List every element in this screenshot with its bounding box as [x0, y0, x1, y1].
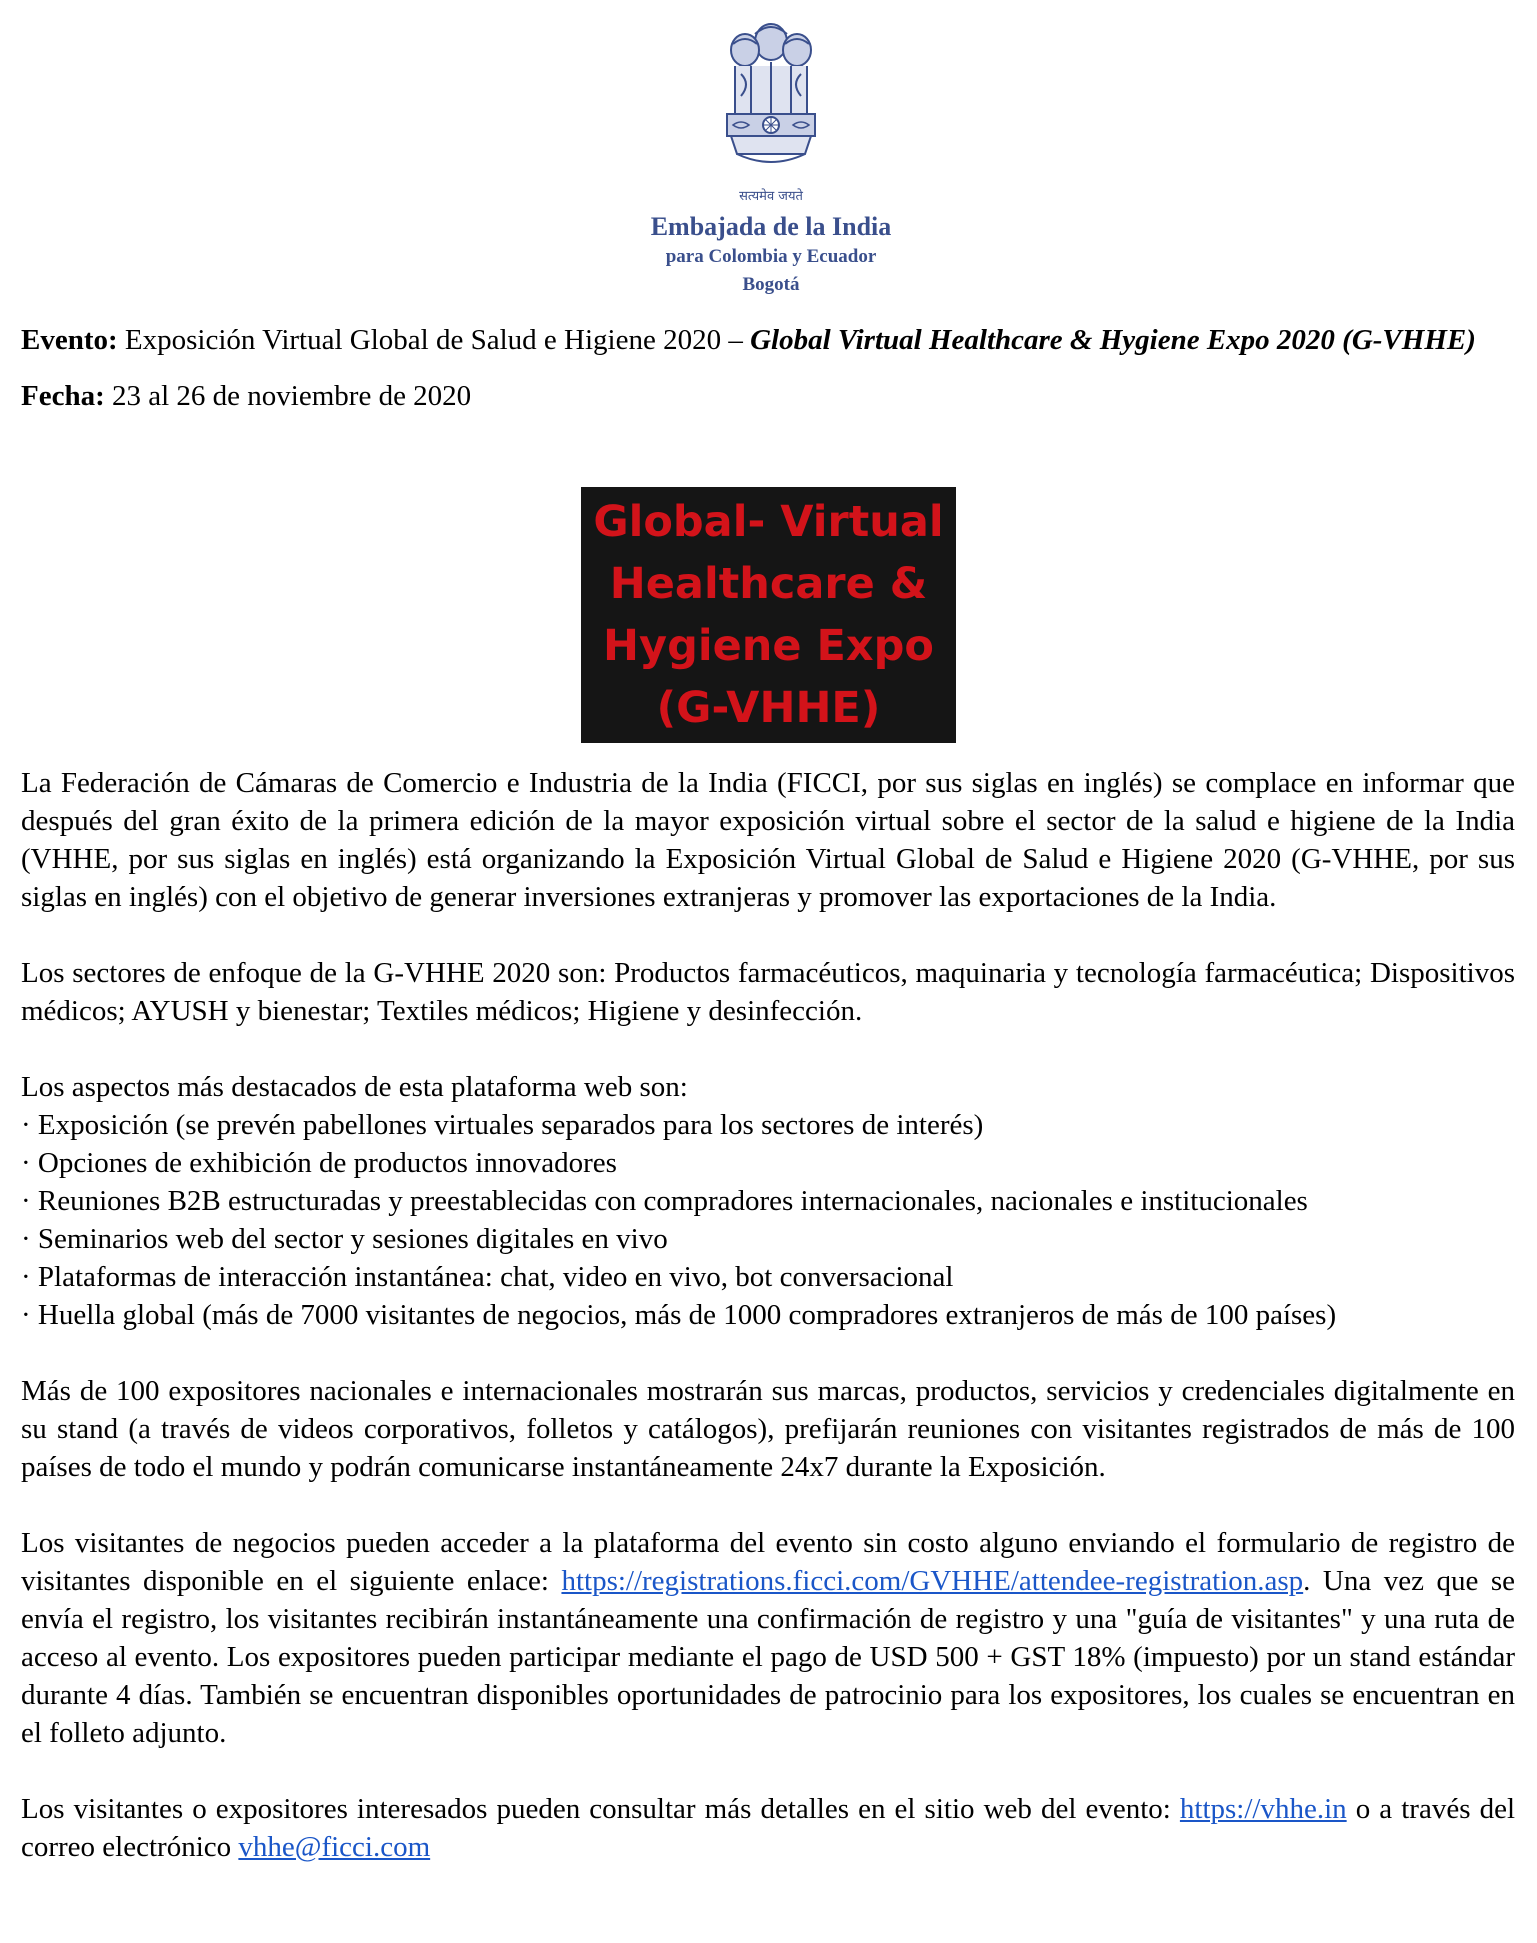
date-line: [21, 368, 1515, 424]
event-label: Evento:: [21, 324, 118, 356]
list-item: · Plataformas de interacción instantánea: chat, video en vivo, bot conversacional: [21, 1261, 954, 1293]
list-item: · Seminarios web del sector y sesiones digitales en vivo: [21, 1223, 668, 1255]
paragraph-intro: La Federación de Cámaras de Comercio e Industria de la India (FICCI, por sus siglas en inglés) se complace en informar que después del gran éxito de la primera edición de la mayor exposición virtual sobre el sector de la salud e higiene de la India (VHHE, por sus siglas en inglés) está organizando la Exposición Virtual Global de Salud e Higiene 2020 (G-VHHE, por sus siglas en inglés) con el objetivo de generar inversiones extranjeras y promover las exportaciones de la India.: [21, 767, 1515, 913]
highlights-list: [21, 1068, 1515, 1334]
email-link[interactable]: vhhe@ficci.com: [238, 1831, 431, 1863]
paragraph-sectors: Los sectores de enfoque de la G-VHHE 2020 son: Productos farmacéuticos, maquinaria y tecnología farmacéutica; Dispositivos médicos; AYUSH y bienestar; Textiles médicos; Higiene y desinfección.: [21, 957, 1515, 1027]
registration-text: Los visitantes de negocios pueden acceder a la plataforma del evento sin costo alguno enviando el formulario de registro de visitantes disponible en el siguiente enlace:: [21, 1527, 1515, 1597]
event-line: [21, 312, 1515, 368]
contact-text-mid: o a través del correo electrónico: [21, 1793, 1515, 1863]
motto-text: सत्यमेव जयते: [739, 189, 803, 204]
list-item: · Exposición (se prevén pabellones virtuales separados para los sectores de interés): [21, 1109, 984, 1141]
banner-line: Global- Virtual: [593, 497, 944, 547]
embassy-name: Embajada de la India: [650, 212, 892, 241]
paragraph-exhibitors: Más de 100 expositores nacionales e internacionales mostrarán sus marcas, productos, servicios y credenciales digitalmente en su stand (a través de videos corporativos, folletos y catálogos), prefijarán reuniones con visitantes registrados de más de 100 países de todo el mundo y podrán comunicarse instantáneamente 24x7 durante la Exposición.: [21, 1375, 1515, 1483]
list-intro: Los aspectos más destacados de esta plataforma web son:: [21, 1071, 688, 1103]
paragraph-registration: [21, 1524, 1515, 1752]
embassy-subtitle: para Colombia y Ecuador: [665, 246, 877, 267]
embassy-city: Bogotá: [742, 274, 800, 295]
banner-line: (G-VHHE): [656, 683, 881, 733]
website-link[interactable]: https://vhhe.in: [1179, 1793, 1347, 1825]
list-item: · Opciones de exhibición de productos innovadores: [21, 1147, 617, 1179]
event-name-es: Exposición Virtual Global de Salud e Higiene 2020 –: [124, 324, 743, 356]
embassy-header: [621, 14, 921, 294]
document-body: [21, 764, 1515, 1904]
list-item: · Reuniones B2B estructuradas y preestablecidas con compradores internacionales, nacionales e institucionales: [21, 1185, 1308, 1217]
banner-line: Hygiene Expo: [603, 621, 934, 671]
paragraph-contact: [21, 1790, 1515, 1866]
registration-link[interactable]: https://registrations.ficci.com/GVHHE/attendee-registration.asp: [561, 1565, 1304, 1597]
expo-banner: [581, 487, 956, 743]
banner-line: Healthcare &: [609, 559, 928, 609]
list-item: · Huella global (más de 7000 visitantes de negocios, más de 1000 compradores extranjeros de más de 100 países): [21, 1299, 1337, 1331]
contact-text: Los visitantes o expositores interesados pueden consultar más detalles en el sitio web del evento:: [21, 1793, 1180, 1825]
date-label: Fecha:: [21, 380, 105, 412]
registration-text-after: . Una vez que se envía el registro, los visitantes recibirán instantáneamente una confirmación de registro y una "guía de visitantes" y una ruta de acceso al evento. Los expositores pueden participar mediante el pago de USD 500 + GST 18% (impuesto) por un stand estándar durante 4 días. También se encuentran disponibles oportunidades de patrocinio para los expositores, los cuales se encuentran en el folleto adjunto.: [21, 1565, 1515, 1749]
event-date: 23 al 26 de noviembre de 2020: [112, 380, 472, 412]
event-info: [21, 312, 1515, 424]
event-name-en: Global Virtual Healthcare & Hygiene Expo 2020 (G-VHHE): [750, 324, 1476, 356]
national-emblem-icon: [711, 14, 831, 184]
